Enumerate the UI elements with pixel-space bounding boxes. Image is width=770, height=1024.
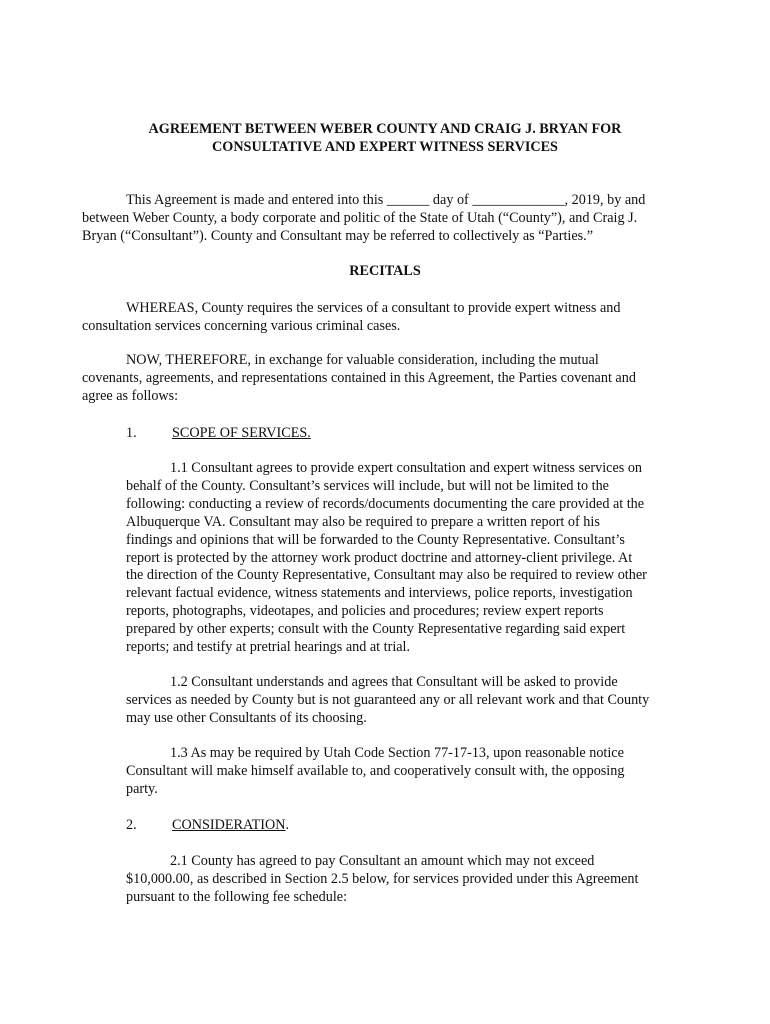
paragraph-line: 1.2 Consultant understands and agrees that Consultant will be asked to provide — [170, 674, 618, 690]
paragraph-line: agree as follows: — [82, 387, 179, 404]
recitals-heading: RECITALS — [349, 263, 421, 279]
paragraph-line: reports; and testify at pretrial hearings and at trial. — [126, 639, 411, 656]
paragraph-line: reports, photographs, videotapes, and policies and procedures; review expert reports — [126, 603, 604, 620]
paragraph-line: prepared by other experts; consult with the County Representative regarding said expert — [126, 621, 626, 638]
paragraph-line: may use other Consultants of its choosing. — [126, 709, 367, 726]
section-1-heading — [126, 425, 311, 443]
section-label-trailing: . — [285, 817, 290, 833]
now-therefore-paragraph — [82, 352, 692, 406]
paragraph-line: services as needed by County but is not guaranteed any or all relevant work and that County — [126, 691, 650, 708]
paragraph-line: NOW, THEREFORE, in exchange for valuable consideration, including the mutual — [126, 352, 599, 368]
paragraph-line: relevant factual evidence, witness statements and interviews, police reports, investigation — [126, 585, 633, 602]
section-number: 1. — [126, 425, 137, 441]
paragraph-line: report is protected by the attorney work product doctrine and attorney-client privilege. At — [126, 549, 633, 566]
paragraph-line: behalf of the County. Consultant’s services will include, but will not be limited to the — [126, 477, 609, 494]
paragraph-line: Albuquerque VA. Consultant may also be required to prepare a written report of his — [126, 513, 600, 530]
paragraph-line: following: conducting a review of records/documents documenting the care provided at the — [126, 495, 645, 512]
paragraph-line: the direction of the County Representative, Consultant may also be required to review other — [126, 567, 647, 584]
title-line-1: AGREEMENT BETWEEN WEBER COUNTY AND CRAIG J. BRYAN FOR — [148, 121, 622, 137]
clause-1-3 — [126, 745, 692, 799]
intro-paragraph — [82, 192, 692, 246]
clause-1-2 — [126, 674, 692, 728]
paragraph-line: 2.1 County has agreed to pay Consultant an amount which may not exceed — [170, 853, 595, 869]
paragraph-line: $10,000.00, as described in Section 2.5 below, for services provided under this Agreement — [126, 870, 639, 887]
paragraph-line: 1.3 As may be required by Utah Code Section 77-17-13, upon reasonable notice — [170, 745, 624, 761]
section-2-heading — [126, 817, 289, 835]
paragraph-line: WHEREAS, County requires the services of a consultant to provide expert witness and — [126, 300, 621, 316]
paragraph-line: consultation services concerning various criminal cases. — [82, 317, 401, 334]
paragraph-line: findings and opinions that will be forwarded to the County Representative. Consultant’s — [126, 531, 625, 548]
section-label: SCOPE OF SERVICES. — [172, 425, 311, 441]
paragraph-line: party. — [126, 780, 158, 797]
paragraph-line: 1.1 Consultant agrees to provide expert consultation and expert witness services on — [170, 460, 643, 476]
paragraph-line: covenants, agreements, and representations contained in this Agreement, the Parties covenant and — [82, 369, 636, 386]
paragraph-line: pursuant to the following fee schedule: — [126, 888, 348, 905]
paragraph-line: This Agreement is made and entered into this ______ day of _____________, 2019, by and — [126, 192, 646, 208]
document-title — [0, 120, 770, 156]
section-number: 2. — [126, 817, 137, 833]
whereas-paragraph — [82, 300, 692, 336]
clause-1-1 — [126, 460, 692, 657]
paragraph-line: between Weber County, a body corporate and politic of the State of Utah (“County”), and Craig J. — [82, 209, 638, 226]
section-label: CONSIDERATION — [172, 817, 286, 833]
paragraph-line: Consultant will make himself available to, and cooperatively consult with, the opposing — [126, 762, 625, 779]
paragraph-line: Bryan (“Consultant”). County and Consultant may be referred to collectively as “Parties.” — [82, 227, 593, 244]
title-line-2: CONSULTATIVE AND EXPERT WITNESS SERVICES — [212, 139, 558, 155]
clause-2-1 — [126, 853, 692, 907]
